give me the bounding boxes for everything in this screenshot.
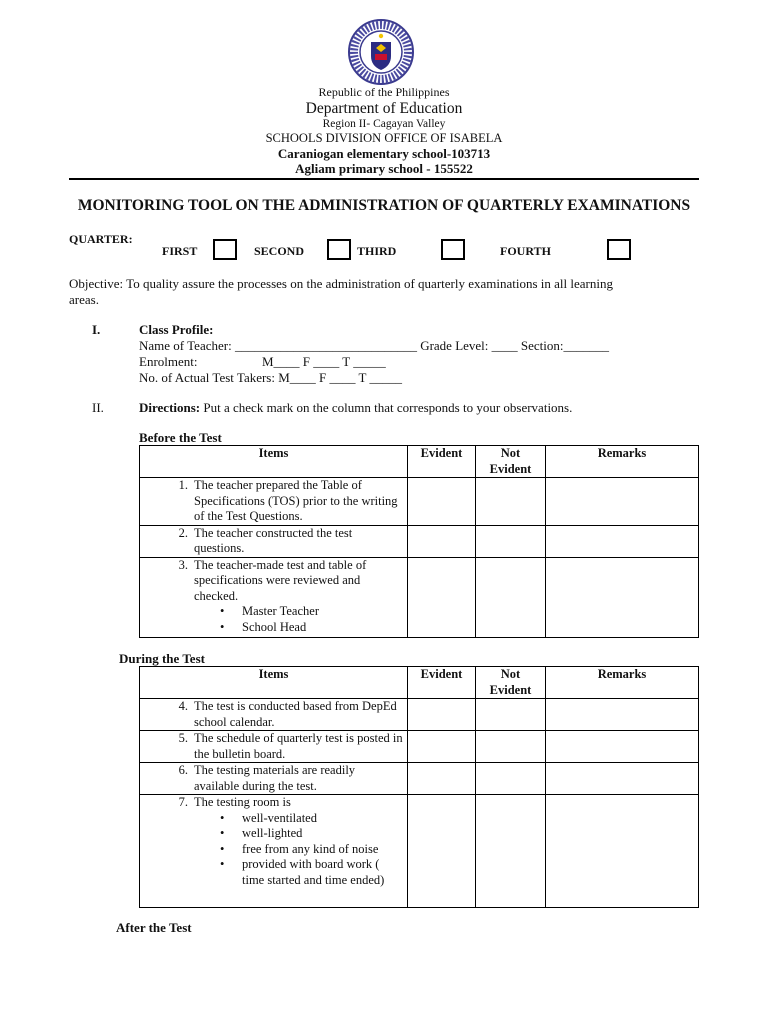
item-number: 2.	[178, 525, 188, 540]
teacher-line[interactable]: Name of Teacher: ____________________________ Grade Level: ____ Section:_______	[139, 338, 610, 353]
not-evident-cell[interactable]	[476, 795, 546, 908]
quarter-first-label: FIRST	[162, 244, 198, 258]
item-text: The test is conducted based from DepEd school calendar.	[194, 699, 397, 729]
item-cell	[140, 557, 408, 637]
item-number: 1.	[178, 478, 188, 492]
evident-cell[interactable]	[408, 525, 476, 557]
quarter-second-label: SECOND	[254, 244, 305, 258]
remarks-cell[interactable]	[546, 557, 699, 637]
items-header: Items	[140, 446, 408, 478]
not-evident-cell[interactable]	[476, 699, 546, 731]
header-divider	[69, 178, 699, 180]
after-test-heading: After the Test	[116, 920, 192, 935]
quarter-second-checkbox[interactable]	[327, 239, 351, 260]
evident-cell[interactable]	[408, 478, 476, 526]
table-header-row	[140, 446, 699, 478]
directions-text	[139, 400, 572, 416]
not-evident-cell[interactable]	[476, 731, 546, 763]
item-cell	[140, 731, 408, 763]
item-cell	[140, 699, 408, 731]
item-number: 7.	[178, 795, 188, 809]
room-conditions-list	[144, 811, 403, 889]
evident-cell[interactable]	[408, 731, 476, 763]
quarter-fourth-label: FOURTH	[500, 244, 551, 258]
remarks-cell[interactable]	[546, 763, 699, 795]
list-item: • well-lighted	[218, 826, 403, 842]
not-evident-cell[interactable]	[476, 478, 546, 526]
remarks-header: Remarks	[546, 446, 699, 478]
remarks-cell[interactable]	[546, 699, 699, 731]
directions-body: Put a check mark on the column that corresponds to your observations.	[200, 400, 573, 415]
enrolment-label: Enrolment:	[139, 354, 198, 369]
items-header: Items	[140, 667, 408, 699]
list-item: • provided with board work ( time started and time ended)	[218, 857, 403, 888]
item-text: The schedule of quarterly test is posted in the bulletin board.	[194, 731, 403, 761]
quarter-third-label: THIRD	[357, 244, 397, 258]
table-header-row	[140, 667, 699, 699]
item-cell	[140, 795, 408, 908]
not-evident-cell[interactable]	[476, 525, 546, 557]
reviewer-list	[144, 604, 403, 635]
document-title: MONITORING TOOL ON THE ADMINISTRATION OF QUARTERLY EXAMINATIONS	[77, 197, 691, 214]
during-test-heading: During the Test	[119, 651, 205, 666]
region-text: Region II- Cagayan Valley	[322, 118, 446, 130]
evident-header: Evident	[408, 446, 476, 478]
remarks-cell[interactable]	[546, 478, 699, 526]
item-text: The teacher-made test and table of specifications were reviewed and checked.	[194, 557, 367, 603]
item-text: The teacher prepared the Table of Specifications (TOS) prior to the writing of the Test Questions.	[194, 478, 398, 523]
item-cell	[140, 763, 408, 795]
before-test-table	[139, 445, 699, 638]
not-evident-cell[interactable]	[476, 763, 546, 795]
republic-text: Republic of the Philippines	[318, 85, 450, 99]
not-evident-header: Not Evident	[476, 446, 546, 478]
school1-text: Caraniogan elementary school-103713	[277, 146, 491, 161]
item-cell	[140, 478, 408, 526]
evident-cell[interactable]	[408, 795, 476, 908]
department-text: Department of Education	[305, 100, 463, 117]
table-row	[140, 795, 699, 908]
table-row	[140, 699, 699, 731]
evident-cell[interactable]	[408, 557, 476, 637]
section1-numeral: I.	[92, 322, 101, 337]
remarks-header: Remarks	[546, 667, 699, 699]
table-row	[140, 731, 699, 763]
enrolment-fields[interactable]: M____ F ____ T _____	[262, 354, 386, 369]
objective-line2: areas.	[69, 292, 99, 307]
remarks-cell[interactable]	[546, 731, 699, 763]
item-text: The teacher constructed the test questions.	[194, 525, 353, 555]
evident-cell[interactable]	[408, 699, 476, 731]
class-profile-heading: Class Profile:	[139, 322, 214, 337]
item-cell	[140, 525, 408, 557]
school2-text: Agliam primary school - 155522	[295, 161, 473, 176]
quarter-label: QUARTER:	[69, 232, 133, 246]
objective-line1: Objective: To quality assure the processes on the administration of quarterly examinations in all learning	[69, 276, 613, 291]
test-takers-line[interactable]: No. of Actual Test Takers: M____ F ____ T _____	[139, 370, 402, 385]
during-test-table	[139, 666, 699, 908]
quarter-first-checkbox[interactable]	[213, 239, 237, 260]
section2-numeral: II.	[92, 400, 104, 415]
before-test-heading: Before the Test	[139, 430, 222, 445]
item-number: 4.	[178, 699, 188, 713]
list-item: • Master Teacher	[218, 604, 403, 620]
table-row	[140, 557, 699, 637]
table-row	[140, 478, 699, 526]
table-row	[140, 763, 699, 795]
list-item: • well-ventilated	[218, 811, 403, 827]
not-evident-header: Not Evident	[476, 667, 546, 699]
quarter-fourth-checkbox[interactable]	[607, 239, 631, 260]
item-number: 6.	[178, 763, 188, 777]
table-row	[140, 525, 699, 557]
deped-seal	[347, 18, 415, 86]
item-text: The testing room is	[194, 795, 291, 809]
item-text: The testing materials are readily available during the test.	[194, 763, 356, 793]
evident-cell[interactable]	[408, 763, 476, 795]
item-number: 3.	[178, 557, 188, 572]
list-item: • free from any kind of noise	[218, 842, 403, 858]
quarter-third-checkbox[interactable]	[441, 239, 465, 260]
division-text: SCHOOLS DIVISION OFFICE OF ISABELA	[265, 131, 503, 145]
remarks-cell[interactable]	[546, 525, 699, 557]
remarks-cell[interactable]	[546, 795, 699, 908]
list-item: • School Head	[218, 620, 403, 636]
evident-header: Evident	[408, 667, 476, 699]
item-number: 5.	[178, 731, 188, 745]
not-evident-cell[interactable]	[476, 557, 546, 637]
directions-label: Directions:	[139, 400, 201, 415]
